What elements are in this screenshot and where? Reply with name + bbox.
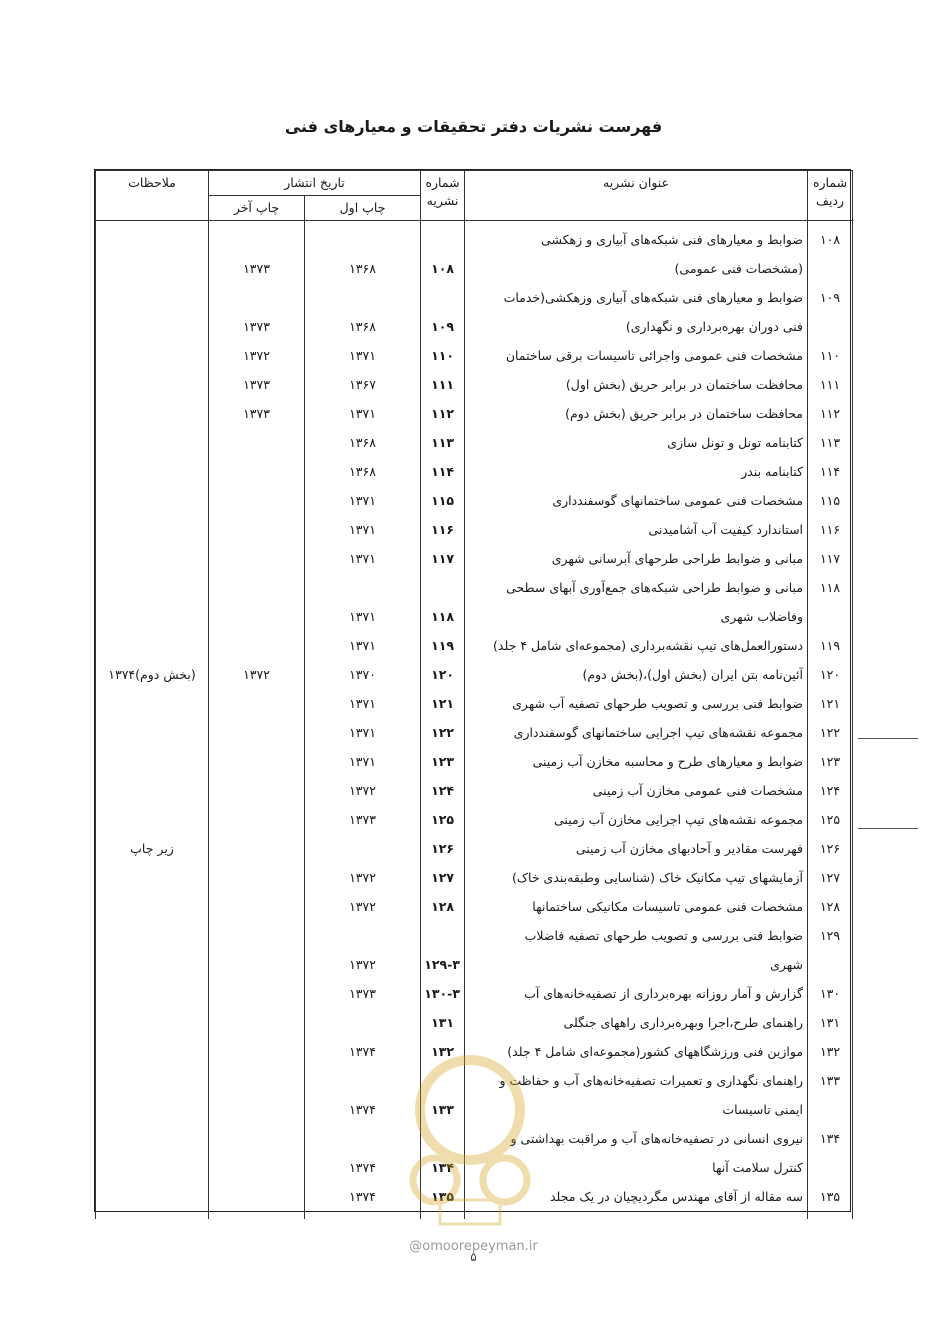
table-row xyxy=(96,428,853,457)
publication-title: آئین‌نامه بتن ایران (بخش اول)،(بخش دوم) xyxy=(465,660,808,689)
first-print-year: ۱۳۷۲ xyxy=(305,776,421,805)
table-row xyxy=(96,776,853,805)
table-row xyxy=(96,370,853,399)
row-number: ۱۱۶ xyxy=(808,515,853,544)
row-number: ۱۲۲ xyxy=(808,718,853,747)
publication-title: ایمنی تاسیسات xyxy=(465,1095,808,1124)
publication-title: ضوابط فنی بررسی و تصویب طرحهای تصفیه فاضلاب xyxy=(465,921,808,950)
first-print-year: ۱۳۷۴ xyxy=(305,1037,421,1066)
row-number: ۱۱۷ xyxy=(808,544,853,573)
row-number: ۱۱۹ xyxy=(808,631,853,660)
note-cell xyxy=(96,863,209,892)
note-cell xyxy=(96,979,209,1008)
publication-title: مشخصات فنی عمومی واجرائی تاسیسات برقی ساختمان xyxy=(465,341,808,370)
table-row xyxy=(96,486,853,515)
last-print-year xyxy=(209,486,305,515)
note-cell xyxy=(96,718,209,747)
publication-title: گزارش و آمار روزانه بهره‌برداری از تصفیه‌خانه‌های آب xyxy=(465,979,808,1008)
last-print-year xyxy=(209,776,305,805)
first-print-year: ۱۳۷۱ xyxy=(305,486,421,515)
note-cell xyxy=(96,1095,209,1124)
header-first-print: چاپ اول xyxy=(305,196,421,221)
note-cell xyxy=(96,805,209,834)
last-print-year xyxy=(209,457,305,486)
table-row xyxy=(96,689,853,718)
row-number: ۱۱۵ xyxy=(808,486,853,515)
publication-title: نیروی انسانی در تصفیه‌خانه‌های آب و مراقبت بهداشتی و xyxy=(465,1124,808,1153)
first-print-year: ۱۳۷۴ xyxy=(305,1095,421,1124)
publication-title: مشخصات فنی عمومی ساختمانهای گوسفندداری xyxy=(465,486,808,515)
table-row xyxy=(96,950,853,979)
note-cell xyxy=(96,225,209,254)
table-row xyxy=(96,921,853,950)
row-number: ۱۱۸ xyxy=(808,573,853,602)
publication-title: ضوابط و معیارهای فنی شبکه‌های آبیاری وزهکشی(خدمات xyxy=(465,283,808,312)
header-publish-date: تاریخ انتشار xyxy=(209,171,421,196)
last-print-year xyxy=(209,747,305,776)
first-print-year: ۱۳۶۷ xyxy=(305,370,421,399)
note-cell xyxy=(96,312,209,341)
last-print-year xyxy=(209,1153,305,1182)
note-cell xyxy=(96,1153,209,1182)
publication-number: ۱۱۹ xyxy=(421,631,465,660)
first-print-year: ۱۳۷۱ xyxy=(305,399,421,428)
first-print-year: ۱۳۷۱ xyxy=(305,515,421,544)
first-print-year: ۱۳۷۳ xyxy=(305,979,421,1008)
publication-number: ۱۲۵ xyxy=(421,805,465,834)
publication-title: محافظت ساختمان در برابر حریق (بخش اول) xyxy=(465,370,808,399)
last-print-year xyxy=(209,979,305,1008)
table-row xyxy=(96,254,853,283)
table-row xyxy=(96,863,853,892)
last-print-year xyxy=(209,1008,305,1037)
first-print-year: ۱۳۷۳ xyxy=(305,805,421,834)
last-print-year xyxy=(209,1066,305,1095)
header-last-print: چاپ آخر xyxy=(209,196,305,221)
publication-title: مبانی و ضوابط طراحی شبکه‌های جمع‌آوری آبهای سطحی xyxy=(465,573,808,602)
row-number xyxy=(808,950,853,979)
publication-number: ۱۱۸ xyxy=(421,602,465,631)
row-number: ۱۳۴ xyxy=(808,1124,853,1153)
first-print-year: ۱۳۷۲ xyxy=(305,950,421,979)
last-print-year xyxy=(209,863,305,892)
note-cell xyxy=(96,370,209,399)
publication-title: استاندارد کیفیت آب آشامیدنی xyxy=(465,515,808,544)
table-row xyxy=(96,399,853,428)
publication-title: موازین فنی ورزشگاههای کشور(مجموعه‌ای شامل ۴ جلد) xyxy=(465,1037,808,1066)
publication-number: ۱۰۹ xyxy=(421,312,465,341)
last-print-year xyxy=(209,515,305,544)
publication-number: ۱۲۹-۳ xyxy=(421,950,465,979)
row-number: ۱۲۱ xyxy=(808,689,853,718)
table-row xyxy=(96,312,853,341)
publication-title: مجموعه نقشه‌های تیپ اجرایی ساختمانهای گوسفندداری xyxy=(465,718,808,747)
first-print-year: ۱۳۶۸ xyxy=(305,312,421,341)
note-cell xyxy=(96,544,209,573)
margin-mark xyxy=(858,828,918,829)
publication-title: مبانی و ضوابط طراحی طرحهای آبرسانی شهری xyxy=(465,544,808,573)
row-number xyxy=(808,1095,853,1124)
last-print-year xyxy=(209,689,305,718)
publication-title: مجموعه نقشه‌های تیپ اجرایی مخازن آب زمینی xyxy=(465,805,808,834)
row-number: ۱۲۷ xyxy=(808,863,853,892)
publication-title: ضوابط و معیارهای طرح و محاسبه مخازن آب زمینی xyxy=(465,747,808,776)
row-number: ۱۳۵ xyxy=(808,1182,853,1211)
publication-title: وفاضلاب شهری xyxy=(465,602,808,631)
row-number xyxy=(808,602,853,631)
row-number: ۱۱۱ xyxy=(808,370,853,399)
publication-title: آزمایشهای تیپ مکانیک خاک (شناسایی وطبقه‌بندی خاک) xyxy=(465,863,808,892)
note-cell xyxy=(96,254,209,283)
publication-number xyxy=(421,225,465,254)
publication-number: ۱۰۸ xyxy=(421,254,465,283)
last-print-year: ۱۳۷۳ xyxy=(209,254,305,283)
first-print-year xyxy=(305,921,421,950)
last-print-year: ۱۳۷۳ xyxy=(209,370,305,399)
last-print-year xyxy=(209,283,305,312)
publication-number: ۱۲۲ xyxy=(421,718,465,747)
row-number: ۱۲۰ xyxy=(808,660,853,689)
first-print-year xyxy=(305,283,421,312)
first-print-year: ۱۳۷۴ xyxy=(305,1182,421,1211)
publication-title: کتابنامه بندر xyxy=(465,457,808,486)
first-print-year: ۱۳۷۱ xyxy=(305,341,421,370)
first-print-year: ۱۳۷۰ xyxy=(305,660,421,689)
publication-number: ۱۱۷ xyxy=(421,544,465,573)
first-print-year xyxy=(305,834,421,863)
page-title: فهرست نشریات دفتر تحقیقات و معیارهای فنی xyxy=(284,117,663,136)
publication-number: ۱۲۴ xyxy=(421,776,465,805)
last-print-year xyxy=(209,225,305,254)
table-row xyxy=(96,457,853,486)
publication-number: ۱۱۰ xyxy=(421,341,465,370)
row-number: ۱۳۲ xyxy=(808,1037,853,1066)
first-print-year: ۱۳۷۱ xyxy=(305,689,421,718)
margin-mark xyxy=(858,738,918,739)
first-print-year xyxy=(305,573,421,602)
note-cell xyxy=(96,602,209,631)
note-cell xyxy=(96,689,209,718)
row-number: ۱۱۳ xyxy=(808,428,853,457)
first-print-year: ۱۳۷۱ xyxy=(305,747,421,776)
row-number xyxy=(808,254,853,283)
publication-number: ۱۱۵ xyxy=(421,486,465,515)
table-row xyxy=(96,660,853,689)
first-print-year: ۱۳۶۸ xyxy=(305,457,421,486)
publication-number: ۱۳۳ xyxy=(421,1095,465,1124)
table-row xyxy=(96,225,853,254)
publication-title: مشخصات فنی عمومی مخازن آب زمینی xyxy=(465,776,808,805)
publication-title: مشخصات فنی عمومی تاسیسات مکانیکی ساختمانها xyxy=(465,892,808,921)
first-print-year: ۱۳۷۲ xyxy=(305,892,421,921)
publication-title: ضوابط و معیارهای فنی شبکه‌های آبیاری و زهکشی xyxy=(465,225,808,254)
note-cell xyxy=(96,1008,209,1037)
row-number: ۱۲۳ xyxy=(808,747,853,776)
publication-number: ۱۳۵ xyxy=(421,1182,465,1211)
row-number: ۱۲۶ xyxy=(808,834,853,863)
table-row xyxy=(96,283,853,312)
last-print-year xyxy=(209,921,305,950)
publication-title: راهنمای نگهداری و تعمیرات تصفیه‌خانه‌های آب و حفاظت و xyxy=(465,1066,808,1095)
first-print-year: ۱۳۶۸ xyxy=(305,254,421,283)
publication-number: ۱۲۰ xyxy=(421,660,465,689)
publication-number: ۱۳۰-۳ xyxy=(421,979,465,1008)
row-number: ۱۳۱ xyxy=(808,1008,853,1037)
last-print-year xyxy=(209,1037,305,1066)
publication-title: راهنمای طرح،اجرا وبهره‌برداری راههای جنگلی xyxy=(465,1008,808,1037)
table-row xyxy=(96,573,853,602)
last-print-year xyxy=(209,631,305,660)
publication-number: ۱۲۸ xyxy=(421,892,465,921)
first-print-year: ۱۳۷۱ xyxy=(305,602,421,631)
note-cell xyxy=(96,399,209,428)
first-print-year: ۱۳۶۸ xyxy=(305,428,421,457)
row-number: ۱۲۸ xyxy=(808,892,853,921)
last-print-year: ۱۳۷۳ xyxy=(209,399,305,428)
row-number: ۱۳۰ xyxy=(808,979,853,1008)
note-cell xyxy=(96,747,209,776)
last-print-year xyxy=(209,1182,305,1211)
publication-number: ۱۲۳ xyxy=(421,747,465,776)
publication-number: ۱۳۴ xyxy=(421,1153,465,1182)
table-row xyxy=(96,544,853,573)
publication-number: ۱۲۷ xyxy=(421,863,465,892)
table-row xyxy=(96,341,853,370)
publication-number: ۱۱۲ xyxy=(421,399,465,428)
row-number: ۱۳۳ xyxy=(808,1066,853,1095)
note-cell xyxy=(96,921,209,950)
row-number: ۱۱۰ xyxy=(808,341,853,370)
note-cell xyxy=(96,573,209,602)
publication-title: ضوابط فنی بررسی و تصویب طرحهای تصفیه آب شهری xyxy=(465,689,808,718)
row-number: ۱۲۹ xyxy=(808,921,853,950)
publication-title: دستورالعمل‌های تیپ نقشه‌برداری (مجموعه‌ای شامل ۴ جلد) xyxy=(465,631,808,660)
table-row xyxy=(96,805,853,834)
publication-number: ۱۱۶ xyxy=(421,515,465,544)
note-cell xyxy=(96,341,209,370)
table-row xyxy=(96,747,853,776)
header-row-number: شماره ردیف xyxy=(808,171,853,221)
note-cell: زیر چاپ xyxy=(96,834,209,863)
publication-number: ۱۳۱ xyxy=(421,1008,465,1037)
note-cell xyxy=(96,1124,209,1153)
note-cell xyxy=(96,950,209,979)
note-cell xyxy=(96,486,209,515)
page-number: ۵ xyxy=(470,1250,477,1264)
last-print-year xyxy=(209,428,305,457)
publication-number: ۱۳۲ xyxy=(421,1037,465,1066)
header-notes: ملاحظات xyxy=(96,171,209,221)
publication-title: کتابنامه تونل و تونل سازی xyxy=(465,428,808,457)
publication-number: ۱۱۱ xyxy=(421,370,465,399)
publication-title: فهرست مقادیر و آحادبهای مخازن آب زمینی xyxy=(465,834,808,863)
last-print-year xyxy=(209,602,305,631)
table-row xyxy=(96,515,853,544)
publication-title: سه مقاله از آقای مهندس مگردیچیان در یک مجلد xyxy=(465,1182,808,1211)
publication-number xyxy=(421,921,465,950)
first-print-year: ۱۳۷۱ xyxy=(305,718,421,747)
publication-number xyxy=(421,283,465,312)
row-number: ۱۲۵ xyxy=(808,805,853,834)
publication-title: فنی دوران بهره‌برداری و نگهداری) xyxy=(465,312,808,341)
row-number xyxy=(808,1153,853,1182)
note-cell xyxy=(96,892,209,921)
watermark-logo xyxy=(390,1050,550,1230)
last-print-year: ۱۳۷۲ xyxy=(209,660,305,689)
table-row xyxy=(96,631,853,660)
publication-number: ۱۲۱ xyxy=(421,689,465,718)
row-number xyxy=(808,312,853,341)
last-print-year xyxy=(209,1095,305,1124)
last-print-year xyxy=(209,544,305,573)
note-cell xyxy=(96,283,209,312)
note-cell xyxy=(96,1066,209,1095)
row-number: ۱۲۴ xyxy=(808,776,853,805)
last-print-year xyxy=(209,573,305,602)
note-cell xyxy=(96,1037,209,1066)
table-row xyxy=(96,892,853,921)
last-print-year: ۱۳۷۳ xyxy=(209,312,305,341)
publication-title: شهری xyxy=(465,950,808,979)
header-title: عنوان نشریه xyxy=(465,171,808,221)
table-row xyxy=(96,602,853,631)
publication-title: محافظت ساختمان در برابر حریق (بخش دوم) xyxy=(465,399,808,428)
table-row xyxy=(96,1008,853,1037)
row-number: ۱۰۹ xyxy=(808,283,853,312)
note-cell xyxy=(96,1182,209,1211)
publication-number: ۱۲۶ xyxy=(421,834,465,863)
note-cell xyxy=(96,457,209,486)
publication-title: (مشخصات فنی عمومی) xyxy=(465,254,808,283)
note-cell: (بخش دوم)۱۳۷۴ xyxy=(96,660,209,689)
table-row xyxy=(96,979,853,1008)
row-number: ۱۱۴ xyxy=(808,457,853,486)
watermark-text: @omoorepeyman.ir xyxy=(409,1239,538,1254)
note-cell xyxy=(96,515,209,544)
last-print-year: ۱۳۷۲ xyxy=(209,341,305,370)
header-pub-number: شماره نشریه xyxy=(421,171,465,221)
note-cell xyxy=(96,776,209,805)
publication-number xyxy=(421,573,465,602)
first-print-year: ۱۳۷۴ xyxy=(305,1153,421,1182)
row-number: ۱۰۸ xyxy=(808,225,853,254)
publication-number: ۱۱۴ xyxy=(421,457,465,486)
last-print-year xyxy=(209,1124,305,1153)
row-number: ۱۱۲ xyxy=(808,399,853,428)
first-print-year: ۱۳۷۱ xyxy=(305,544,421,573)
publication-title: کنترل سلامت آنها xyxy=(465,1153,808,1182)
note-cell xyxy=(96,428,209,457)
last-print-year xyxy=(209,892,305,921)
note-cell xyxy=(96,631,209,660)
last-print-year xyxy=(209,834,305,863)
first-print-year xyxy=(305,225,421,254)
last-print-year xyxy=(209,805,305,834)
last-print-year xyxy=(209,950,305,979)
first-print-year: ۱۳۷۲ xyxy=(305,863,421,892)
table-row xyxy=(96,718,853,747)
table-row xyxy=(96,834,853,863)
publication-number: ۱۱۳ xyxy=(421,428,465,457)
last-print-year xyxy=(209,718,305,747)
first-print-year: ۱۳۷۱ xyxy=(305,631,421,660)
first-print-year xyxy=(305,1008,421,1037)
